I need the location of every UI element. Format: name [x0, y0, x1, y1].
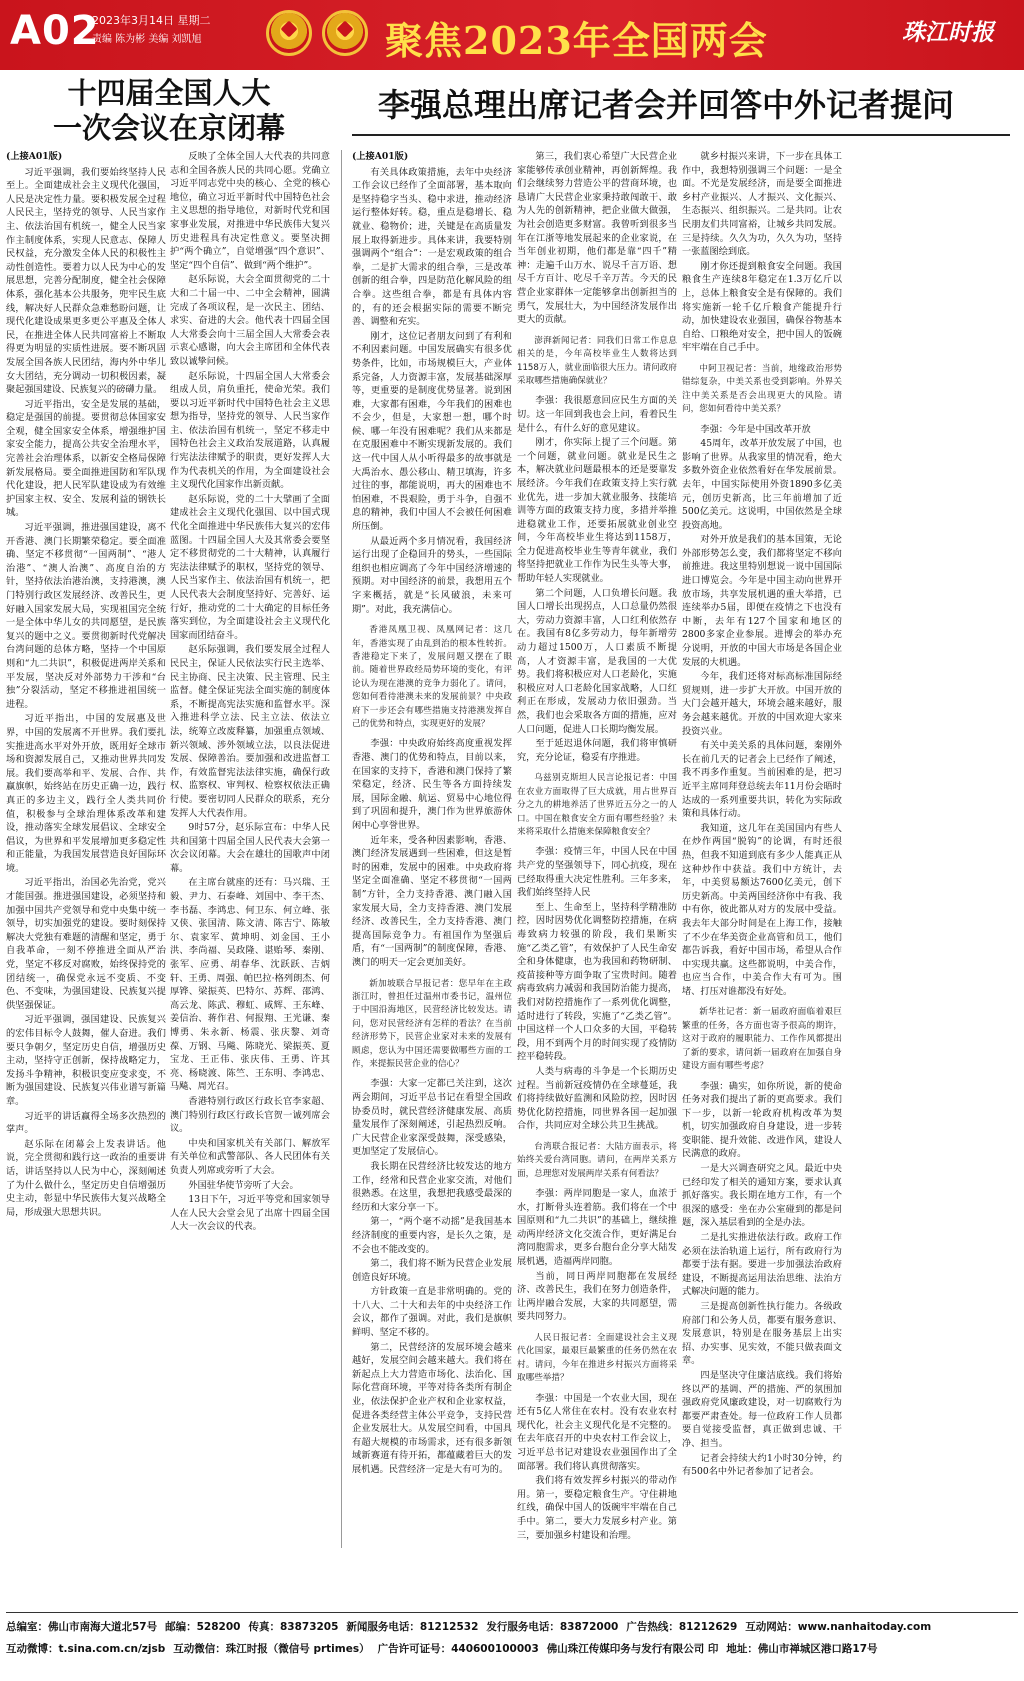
premier-answer: 李强：中国是一个农业大国，现在还有5亿人常住在农村。没有农业农村现代化，社会主义现代化是不完整的。在去年底召开的中央农村工作会议上，习近平总书记对建设农业强国作出了全面部署。我们将认真贯彻落实。 [517, 1392, 677, 1472]
article-paragraph: 我们将有效发挥乡村振兴的带动作用。第一，要稳定粮食生产。守住耕地红线，确保中国人的饭碗牢牢端在自己手中。第二，要大力发展乡村产业。第三，要加强乡村建设和治理。 [517, 1475, 677, 1541]
right-article-column-1 [352, 150, 512, 1548]
footer-item: 广告热线：81212629 [626, 1621, 738, 1633]
article-paragraph: 赵乐际强调，我们要发展全过程人民民主，保证人民依法实行民主选举、民主协商、民主决策、民主管理、民主监督。健全保证宪法全面实施的制度体系，不断提高宪法实施和监督水平。深入推进科学立法、民主立法、依法立法，统筹立改废释纂，加强重点领域、新兴领域、涉外领域立法，以良法促进发展、保障善治。要加强和改进监督工作，有效监督宪法法律实施，确保行政权、监察权、审判权、检察权依法正确行使。要密切同人民群众的联系，充分发挥人大代表作用。 [170, 644, 330, 819]
article-paragraph: 我长期在民营经济比较发达的地方工作，经常和民营企业家交流，对他们很熟悉。在这里，我想把我感受最深的经历和大家分享一下。 [352, 1160, 512, 1213]
footer-item: 地址：佛山市禅城区港口路17号 [726, 1643, 878, 1655]
premier-answer: 李强：确实，如你所说，新的使命任务对我们提出了新的更高要求。我们下一步，以新一轮政府机构改革为契机，切实加强政府自身建设，进一步转变职能、提升效能、改进作风，建设人民满意的政府。 [682, 1080, 842, 1160]
editor-credits: 责编 陈为彬 美编 刘凯旭 [92, 34, 202, 45]
left-article-column-2 [170, 150, 330, 1548]
article-paragraph: 13日下午，习近平等党和国家领导人在人民大会堂会见了出席十四届全国人大一次会议的代表。 [170, 1194, 330, 1233]
article-paragraph: 赵乐际说，大会全面贯彻党的二十大和二十届一中、二中全会精神，圆满完成了各项议程，是一次民主、团结、求实、奋进的大会。他代表十四届全国人大常委会向十三届全国人大常委会表示衷心感谢，向大会主席团和全体代表致以诚挚问候。 [170, 274, 330, 367]
footer-item: 总编室：佛山市南海大道北57号 [6, 1621, 158, 1633]
premier-answer: 李强：我很愿意回应民生方面的关切。这一年回到我也会上问，看着民生是什么，有什么好的意见建议。 [517, 395, 677, 434]
article-paragraph: 习近平的讲话赢得全场多次热烈的掌声。 [6, 1110, 166, 1136]
right-headline: 李强总理出席记者会并回答中外记者提问 [378, 86, 955, 124]
reporter-question: 新华社记者：新一届政府面临着艰巨繁重的任务，各方面也寄予很高的期许，这对于政府的履职能力、工作作风都提出了新的要求，请问新一届政府在加强自身建设方面有哪些考虑？ [682, 1007, 842, 1072]
article-paragraph: 习近平指出，安全是发展的基础，稳定是强国的前提。要贯彻总体国家安全观，健全国家安全体系，增强维护国家安全能力，提高公共安全治理水平，完善社会治理体系，以新安全格局保障新发展格局。要全面推进国防和军队现代化建设，把人民军队建设成为有效维护国家主权、安全、发展利益的钢铁长城。 [6, 398, 166, 519]
masthead [0, 0, 1024, 70]
article-paragraph: 外国驻华使节旁听了大会。 [188, 1179, 299, 1191]
left-headline-line1: 十四届全国人大 [67, 76, 271, 110]
column-divider [341, 150, 342, 1548]
article-paragraph: 反映了全体全国人大代表的共同意志和全国各族人民的共同心愿。党确立习近平同志党中央的核心、全党的核心地位，确立习近平新时代中国特色社会主义思想的指导地位，对新时代党和国家事业发展，对推进中华民族伟大复兴历史进程具有决定性意义。要坚决拥护“两个确立”，自觉增强“四个意识”、坚定“四个自信”、做到“两个维护”。 [170, 151, 330, 271]
footer-line-2 [6, 1641, 1018, 1656]
left-headline [38, 76, 300, 146]
article-paragraph: 习近平强调，强国建设、民族复兴的宏伟目标令人鼓舞，催人奋进。我们要只争朝夕，坚定历史自信，增强历史主动，坚持守正创新，保持战略定力，发扬斗争精神，积极识变应变求变，不断为强国建设、民族复兴伟业谱写新篇章。 [6, 1014, 166, 1107]
article-paragraph: 二是扎实推进依法行政。政府工作必须在法治轨道上运行，所有政府行为都要于法有据。要进一步加强法治政府建设，不断提高运用法治思维、法治方式解决问题的能力。 [682, 1232, 842, 1298]
article-paragraph: 45周年，改革开放发展了中国，也影响了世界。从我家里的情况看，绝大多数外资企业依然看好在华发展前景。去年，中国实际使用外资1890多亿美元，创历史新高，比三年前增加了近500亿美元。这说明，中国依然是全球投资高地。 [682, 438, 842, 531]
article-paragraph: 在主席台就座的还有：马兴瑞、王毅、尹力、石泰峰、刘国中、李干杰、李书磊、李鸿忠、何卫东、何立峰、张又侠、张国清、陈文清、陈吉宁、陈敏尔、袁家军、黄坤明、刘金国、王小洪、李尚福、吴政隆、谌贻琴、秦刚、张军、应勇、胡春华、沈跃跃、吉炳轩、王勇、周强、帕巴拉·格列朗杰、何厚铧、梁振英、巴特尔、苏辉、邵鸿、高云龙、陈武、穆虹、咸辉、王东峰、姜信治、蒋作君、何报翔、王光谦、秦博勇、朱永新、杨震、张庆黎、刘奇葆、万钢、马飚、陈晓光、梁振英、夏宝龙、王正伟、张庆伟、王勇、许其亮、杨晓渡、陈竺、王东明、李鸿忠、马飚、周光召。 [170, 877, 330, 1093]
article-paragraph: 赵乐际说，十四届全国人大常委会组成人员，肩负重托，使命光荣。我们要以习近平新时代中国特色社会主义思想为指导，坚持党的领导、人民当家作主、依法治国有机统一，坚定不移走中国特色社会主义政治发展道路，认真履行宪法法律赋予的职责，更好发挥人大作为代表机关的作用，为全面建设社会主义现代化国家作出新贡献。 [170, 370, 330, 491]
article-paragraph: 刚才，这位记者朋友问到了有利和不利因素问题。中国发展确实有很多优势条件，比如，市场规模巨大，产业体系完备，人力资源丰富，发展基础深厚等，更重要的是制度优势显著。说到困难，大家都有困难，今年我们的困难也不会少，但是，大家想一想，哪个时候、哪一年没有困难呢？我们从来都是在克服困难中不断实现新发展的。我们这一代中国人从小听得最多的故事就是大禹治水、愚公移山、精卫填海，许多过往的事，都能说明，再大的困难也不怕困难，不畏艰险，勇于斗争，自强不息的精神，我们中国人不会被任何困难所压倒。 [352, 330, 512, 533]
footer-item: 广告许可证号：440600100003 [377, 1643, 539, 1655]
article-paragraph: 今年，我们还将对标高标准国际经贸规则，进一步扩大开放。中国开放的大门会越开越大，环境会越来越好，服务会越来越优。开放的中国欢迎大家来投资兴业。 [682, 671, 842, 737]
article-paragraph: 人类与病毒的斗争是一个长期历史过程。当前新冠疫情仍在全球蔓延，我们将持续做好监测和风险防控，因时因势优化防控措施，同世界各国一起加强合作，共同应对全球公共卫生挑战。 [517, 1065, 677, 1132]
premier-answer: 李强：大家一定都已关注到，这次两会期间，习近平总书记在看望全国政协委员时，就民营经济健康发展、高质量发展作了深刻阐述，引起热烈反响。广大民营企业家深受鼓舞，深受感染，更加坚定了发展信心。 [352, 1078, 512, 1158]
article-paragraph: 习近平指出，治国必先治党，党兴才能国强。推进强国建设，必须坚持和加强中国共产党领导和党中央集中统一领导，切实加强党的建设。要时刻保持解决大党独有难题的清醒和坚定，勇于自我革命，一刻不停推进全面从严治党，坚定不移反对腐败，始终保持党的团结统一，确保党永远不变质、不变色、不变味，为强国建设、民族复兴提供坚强保证。 [6, 877, 166, 1011]
article-paragraph: 一是大兴调查研究之风。最近中央已经印发了相关的通知方案，要求认真抓好落实。我长期在地方工作，有一个很深的感受：坐在办公室碰到的都是问题，深入基层看到的全是办法。 [682, 1163, 842, 1229]
page-number: A02 [10, 8, 100, 54]
article-paragraph: 四是坚决守住廉洁底线。我们将始终以严的基调、严的措施、严的氛围加强政府党风廉政建设，对一切腐败行为都要严肃查处。每一位政府工作人员都要自觉接受监督，真正做到忠诚、干净、担当。 [682, 1369, 842, 1449]
section-banner: 聚焦2023年全国两会 [385, 18, 768, 63]
article-paragraph: 当前，同日两岸同胞都在发展经济、改善民生，我们在努力创造条件，让两岸融合发展，大家的共同愿望，需要共同努力。 [517, 1270, 677, 1323]
footer-item: 发行服务电话：83872000 [486, 1621, 619, 1633]
footer-item: 佛山珠江传媒印务与发行有限公司 印 [546, 1643, 719, 1655]
article-paragraph: 就乡村振兴来讲，下一步在具体工作中，我想特别强调三个问题：一是全面。不光是发展经济，而是要全面推进乡村产业振兴、人才振兴、文化振兴、生态振兴、组织振兴。二是共同。让农民朋友们共同富裕，让城乡共同发展。三是持续。久久为功，久久为功，坚持一张蓝图绘到底。 [682, 151, 842, 258]
article-paragraph: 记者会持续大约1小时30分钟，约有500名中外记者参加了记者会。 [682, 1452, 842, 1478]
footer-item: 互动网站：www.nanhaitoday.com [745, 1621, 932, 1633]
left-article-column-1 [6, 150, 166, 1548]
article-paragraph: 香港特别行政区行政长官李家超、澳门特别行政区行政长官贺一诚列席会议。 [170, 1095, 330, 1135]
national-emblem-icon [266, 10, 312, 56]
footer-item: 互动微信：珠江时报（微信号 prtimes） [173, 1643, 370, 1655]
reporter-question: 乌兹别克斯坦人民言论报记者：中国在农业方面取得了巨大成就，用占世界百分之九的耕地养活了世界近五分之一的人口。中国在粮食安全方面有哪些经验？未来将采取什么措施来保障粮食安全？ [517, 773, 677, 837]
article-paragraph: 至上、生命至上，坚持科学精准防控，因时因势优化调整防控措施，在病毒致病力较强的阶段，我们果断实施“乙类乙管”，有效保护了人民生命安全和身体健康，也为我国和药物研制、疫苗接种等方面争取了宝贵时间。随着病毒致病力减弱和我国防治能力提高，我们对防控措施作了一系列优化调整，适时进行了转段，实施了“乙类乙管”。中国这样一个人口众多的大国，平稳转段，用不到两个月的时间实现了疫情防控平稳转段。 [517, 901, 677, 1063]
article-paragraph: 习近平强调，我们要始终坚持人民至上。全面建成社会主义现代化强国，人民是决定性力量。要积极发展全过程人民民主，坚持党的领导、人民当家作主、依法治国有机统一，健全人民当家作主制度体系，实现人民意志、保障人民权益，充分激发全体人民的积极性主动性创造性。要着力以人民为中心的发展思想，完善分配制度，健全社会保障体系，强化基本公共服务，兜牢民生底线，解决好人民群众急难愁盼问题，让现代化建设成果更多更公平惠及全体人民，在推进全体人民共同富裕上不断取得更为明显的实质性进展。要不断巩固发展全国各族人民团结，海内外中华儿女大团结，充分调动一切积极因素，凝聚起强国建设、民族复兴的磅礴力量。 [6, 166, 166, 396]
article-paragraph: 中央和国家机关有关部门、解放军有关单位和武警部队、各人民团体有关负责人列席或旁听了大会。 [170, 1137, 330, 1176]
premier-answer: 李强：疫情三年，中国人民在中国共产党的坚强领导下，同心抗疫，现在已经取得重大决定性胜利。三年多来，我们始终坚持人民 [517, 846, 677, 899]
left-headline-line2: 一次会议在京闭幕 [52, 111, 285, 145]
premier-answer: 李强：今年是中国改革开放 [700, 423, 811, 435]
issue-date: 2023年3月14日 星期二 [92, 14, 211, 27]
right-article-column-4 [847, 150, 1015, 1548]
reporter-question: 人民日报记者：全面建设社会主义现代化国家，最艰巨最繁重的任务仍然在农村。请问，今年在推进乡村振兴方面将采取哪些举措？ [517, 1333, 677, 1384]
article-paragraph: 第二，我们将不断为民营企业发展创造良好环境。 [352, 1258, 512, 1283]
article-paragraph: 近年来，受各种因素影响，香港、澳门经济发展遇到一些困难，但这是暂时的困难，发展中的困难。中央政府将坚定全面准确、坚定不移贯彻“一国两制”方针，全力支持香港、澳门融入国家发展大局，全力支持香港、澳门发展经济、改善民生，全力支持香港、澳门提高国际竞争力。有祖国作为坚强后盾，有“一国两制”的制度保障，香港、澳门的明天一定会更加美好。 [352, 834, 512, 968]
article-paragraph: 第二，民营经济的发展环境会越来越好，发展空间会越来越大。我们将在新起点上大力营造市场化、法治化、国际化营商环境，平等对待各类所有制企业，依法保护企业产权和企业家权益，促进各类经营主体公平竞争，支持民营企业发展壮大。从发展空间看，中国具有超大规模的市场需求，还有很多新领域新赛道有待开拓，都蕴藏着巨大的发展机遇。民营经济一定是大有可为的。 [352, 1341, 512, 1475]
reporter-question: 台湾联合报记者：大陆方面表示，将始终关爱台湾同胞。请问，在两岸关系方面，总理您对发展两岸关系有何看法？ [517, 1141, 677, 1179]
premier-answer: 李强：两岸同胞是一家人，血浓于水，打断骨头连着筋。我们将在一个中国原则和“九二共识”的基础上，继续推动两岸经济文化交流合作，更好满足台湾同胞需求，更多台胞台企分享大陆发展机遇，造福两岸同胞。 [517, 1188, 677, 1268]
article-paragraph: 第三，我们衷心希望广大民营企业家能够传承创业精神，再创新辉煌。我们会继续努力营造公平的营商环境，也恳请广大民营企业家秉持敢闯敢干、敢为人先的创新精神，把企业做大做强，为社会创造更多财富。我曾听到很多当年在江浙等地发展起来的企业家说，在当年创业初期，他们都是靠“四千”精神：走遍千山万水、说尽千言万语、想尽千方百计、吃尽千辛万苦。今天的民营企业家群体一定能够拿出创新担当的勇气，发展壮大，为中国经济发展作出更大的贡献。 [517, 151, 677, 326]
continued-note: (上接A01版) [6, 151, 63, 162]
article-paragraph: 习近平强调，推进强国建设，离不开香港、澳门长期繁荣稳定。要全面准确、坚定不移贯彻“一国两制”、“港人治港”、“澳人治澳”、高度自治的方针，坚持依法治港治澳，支持港澳，澳门特别行政区发展经济、改善民生，更好融入国家发展大局，实现祖国完全统一是全体中华儿女的共同愿望，是民族复兴的题中之义。要贯彻新时代党解决台湾问题的总体方略，坚持一个中国原则和“九二共识”，积极促进两岸关系和平发展，坚决反对外部势力干涉和“台独”分裂活动，坚定不移推进祖国统一进程。 [6, 522, 166, 710]
premier-answer: 李强：中央政府始终高度重视发挥香港、澳门的优势和特点，目前以来，在国家的支持下，香港和澳门保持了繁荣稳定，经济、民生等各方面持续发展，国际金融、航运、贸易中心地位得到了巩固和提升，澳门作为世界旅游休闲中心享誉世界。 [352, 738, 512, 831]
article-paragraph: 有关中美关系的具体问题，秦刚外长在前几天的记者会上已经作了阐述，我不再多作重复。当前困难的是，把习近平主席同拜登总统去年11月份会晤时达成的一系列重要共识，转化为实际政策和具体行动。 [682, 740, 842, 820]
article-paragraph: 赵乐际在闭幕会上发表讲话。他说，完全贯彻和践行这一政治的重要讲话，讲话坚持以人民为中心，深刻阐述了为什么做什么，坚定历史自信增强历史主动，彰显中华民族伟大复兴战略全局，形成强大思想共识。 [6, 1138, 166, 1218]
reporter-question: 新加坡联合早报记者：您早年在主政浙江时，曾担任过温州市委书记，温州位于中国沿海地区，民营经济比较发达。请问，您对民营经济有怎样的看法？在当前经济形势下，民营企业家对未来的发展有顾虑，您认为中国还需要做哪些方面的工作，来提振民营企业的信心？ [352, 978, 512, 1069]
reporter-question: 澎湃新闻记者：同我们日常工作息息相关的是，今年高校毕业生人数将达到1158万人，就业面临很大压力。请问政府采取哪些措施确保就业？ [517, 335, 677, 386]
article-paragraph: 至于延迟退休问题，我们将审慎研究，充分论证，稳妥有序推进。 [517, 738, 677, 763]
right-article-column-3 [682, 150, 842, 1548]
footer-item: 邮编：528200 [165, 1621, 241, 1633]
headline-rule [352, 134, 1010, 136]
article-paragraph: 第二个问题，人口负增长问题。我国人口增长出现拐点，人口总量仍然很大，劳动力资源丰富，人口红利依然存在。我国有8亿多劳动力，每年新增劳动力超过1500万，人口素质不断提高，人才资源丰富，是我国的一大优势。我们将积极应对人口老龄化，实施积极应对人口老龄化国家战略，人口红利正在形成，发展动力依旧强劲。当然，我们也会采取各方面的措施，应对人口问题，促进人口长期均衡发展。 [517, 587, 677, 735]
article-paragraph: 习近平指出，中国的发展惠及世界，中国的发展离不开世界。我们要扎实推进高水平对外开放，既用好全球市场和资源发展自己，又推动世界共同发展。我们要高举和平、发展、合作、共赢旗帜，始终站在历史正确一边，践行真正的多边主义，践行全人类共同价值，积极参与全球治理体系改革和建设，推动落实全球发展倡议、全球安全倡议，为世界和平发展增加更多稳定性和正能量，为我国发展营造良好国际环境。 [6, 713, 166, 874]
article-paragraph: 我知道，这几年在美国国内有些人在炒作两国“脱钩”的论调，有时还很热，但我不知道到底有多少人能真正从这种炒作中获益。我们中方统计，去年，中美贸易额达7600亿美元，创下历史新高。中美两国经济你中有我、我中有你，彼此都从对方的发展中受益。我去年大部分时间是在上海工作，接触了不少在华美资企业高管和员工，他们都告诉我，看好中国市场，希望从合作中实现共赢。这些都说明，中美合作，也应当合作，中美合作大有可为。围堵、打压对谁都没有好处。 [682, 822, 842, 997]
article-paragraph: 刚才，你实际上提了三个问题。第一个问题，就业问题。就业是民生之本，解决就业问题最根本的还是要靠发展经济。今年我们在政策支持上实行就业优先，进一步加大就业服务、技能培训等方面的政策支持力度，多措并举推进稳就业工作，还要拓展就业创业空间，今年高校毕业生将达到1158万，全力促进高校毕业生等青年就业，我们将坚持把就业工作作为民生头等大事，帮助年轻人实现就业。 [517, 437, 677, 585]
article-paragraph: 从最近两个多月情况看，我国经济运行出现了企稳回升的势头，一些国际组织也相应调高了今年中国经济增速的预期。对中国经济的前景，我想用五个字来概括，就是“长风破浪，未来可期”。对此，我充满信心。 [352, 535, 512, 615]
reporter-question: 中阿卫视记者：当前，地缘政治形势错综复杂，中美关系也受到影响。外界关注中美关系是否会出现更大的风险。请问，您如何看待中美关系？ [682, 363, 842, 415]
newspaper-logo: 珠江时报 [902, 19, 994, 46]
footer-item: 互动微博：t.sina.com.cn/zjsb [6, 1643, 166, 1655]
cppcc-emblem-icon [322, 10, 368, 56]
article-paragraph: 对外开放是我们的基本国策，无论外部形势怎么变，我们都将坚定不移向前推进。我这里特别想说一说中国国际进口博览会。今年是中国主动向世界开放市场，共享发展机遇的重大举措，已连续举办5届，即便在疫情之下也没有中断，去年有127个国家和地区的2800多家企业参展。进博会的举办充分说明，开放的中国大市场是各国企业发展的大机遇。 [682, 534, 842, 668]
article-paragraph: 方针政策一直是非常明确的。党的十八大、二十大和去年的中央经济工作会议，都作了强调。对此，我们是旗帜鲜明、坚定不移的。 [352, 1286, 512, 1339]
article-paragraph: 赵乐际说，党的二十大擘画了全面建成社会主义现代化强国、以中国式现代化全面推进中华民族伟大复兴的宏伟蓝图。十四届全国人大及其常委会要坚定不移贯彻党的二十大精神，认真履行宪法法律赋予的职权，坚持党的领导、人民当家作主、依法治国有机统一，把人民代表大会制度坚持好、完善好、运行好，推动党的二十大确定的目标任务落实到位，为全面建设社会主义现代化国家而团结奋斗。 [170, 493, 330, 641]
article-paragraph: 刚才你还提到粮食安全问题。我国粮食生产连续8年稳定在1.3万亿斤以上，总体上粮食安全是有保障的。我们将实施新一轮千亿斤粮食产能提升行动，加快建设农业强国，确保谷物基本自给、口粮绝对安全，把中国人的饭碗牢牢端在自己手中。 [682, 260, 842, 354]
footer-rule [6, 1612, 1018, 1613]
article-paragraph: 第一，“两个毫不动摇”是我国基本经济制度的重要内容，是长久之策，是不会也不能改变的。 [352, 1216, 512, 1255]
footer-item: 传真：83873205 [248, 1621, 339, 1633]
footer-line-1 [6, 1619, 1018, 1634]
article-paragraph: 9时57分，赵乐际宣布：中华人民共和国第十四届全国人民代表大会第一次会议闭幕。大会在雄壮的国歌声中闭幕。 [170, 822, 330, 874]
article-paragraph: 有关具体政策措施，去年中央经济工作会议已经作了全面部署，基本取向是坚持稳字当头、稳中求进，推动经济运行整体好转。稳，重点是稳增长、稳就业、稳物价；进，关键是在高质量发展上取得新进步。具体来讲，我要特别强调两个“组合”：一是宏观政策的组合拳，二是扩大需求的组合拳，三是改革创新的组合拳，四是防范化解风险的组合拳。这些组合拳，都是有具体内容的，有的还会根据实际的需要不断完善、调整和充实。 [352, 166, 512, 328]
reporter-question: 香港凤凰卫视、凤凰网记者：这几年，香港实现了由乱到治的根本性转折。香港稳定下来了，发展问题又摆在了眼前。随着世界政经局势环境的变化，有评论认为现在港澳的竞争力弱化了。请问，您如何看待港澳未来的发展前景？中央政府下一步还会有哪些措施支持港澳发挥自己的优势和特点，实现更好的发展？ [352, 625, 512, 730]
footer-item: 新闻服务电话：81212532 [346, 1621, 479, 1633]
right-article-column-2 [517, 150, 677, 1548]
continued-note: (上接A01版) [352, 151, 409, 162]
article-paragraph: 三是提高创新性执行能力。各级政府部门和公务人员，都要有服务意识、发展意识，特别是在服务基层上出实招、办实事、见实效，不能只做表面文章。 [682, 1301, 842, 1367]
